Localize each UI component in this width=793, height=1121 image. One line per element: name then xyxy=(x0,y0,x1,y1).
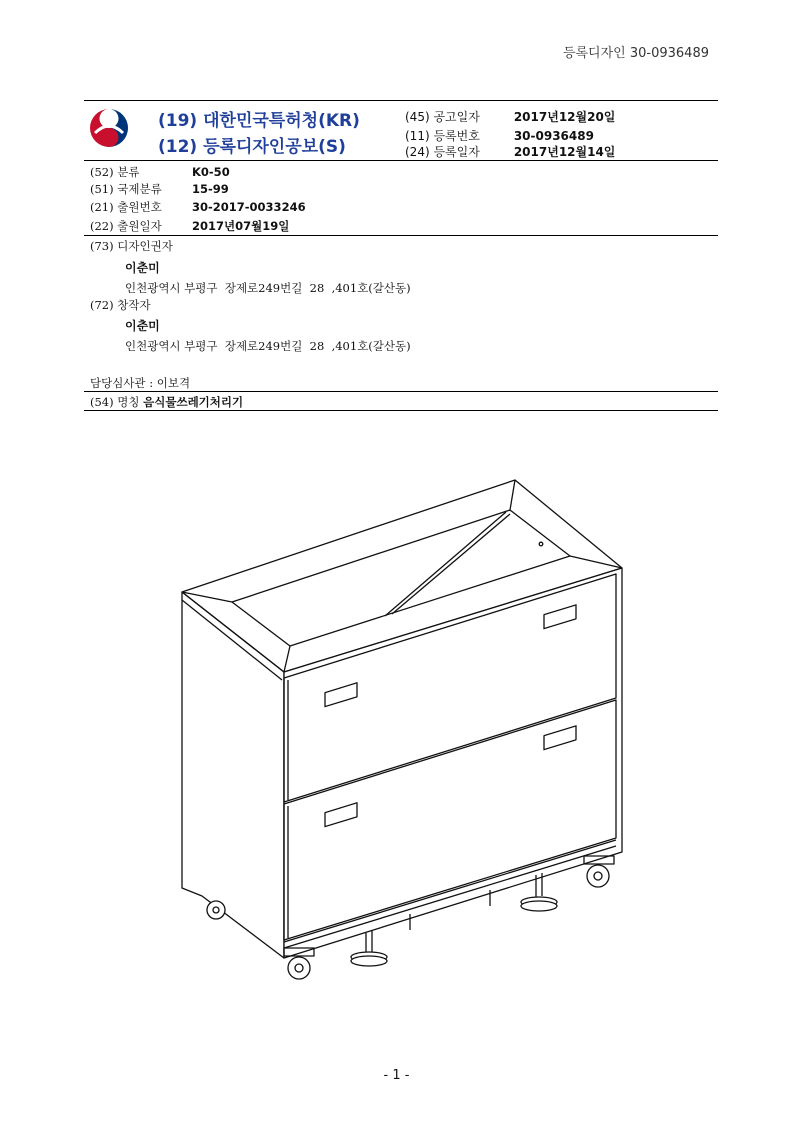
publication-type: (12) 등록디자인공보(S) xyxy=(158,137,346,157)
header-top-rule xyxy=(84,100,718,101)
design-title-value: 음식물쓰레기처리기 xyxy=(143,395,244,409)
publication-date-value: 2017년12월20일 xyxy=(513,110,616,124)
bibliographic-rule xyxy=(84,235,718,236)
registration-date-row xyxy=(405,143,615,160)
classification-row xyxy=(90,164,230,180)
registration-date-value: 2017년12월14일 xyxy=(513,145,616,159)
design-holder-name: 이춘미 xyxy=(125,261,160,275)
registration-number-row xyxy=(405,127,594,144)
classification-value: K0-50 xyxy=(192,165,230,179)
publication-date-label: (45) 공고일자 xyxy=(405,110,480,124)
design-drawing xyxy=(170,470,630,990)
kipo-logo-icon xyxy=(88,107,130,149)
page-number: - 1 - xyxy=(383,1068,410,1083)
application-date-label: (22) 출원일자 xyxy=(90,219,162,233)
application-number-value: 30-2017-0033246 xyxy=(192,200,306,214)
design-holder-address: 인천광역시 부평구 장제로249번길 28 ,401호(갈산동) xyxy=(125,281,411,295)
title-bottom-rule xyxy=(84,410,718,411)
design-title-label: (54) 명칭 xyxy=(90,395,144,409)
registration-number-value: 30-0936489 xyxy=(513,129,594,143)
office-title: (19) 대한민국특허청(KR) xyxy=(158,111,360,131)
classification-label: (52) 분류 xyxy=(90,165,140,179)
application-date-row xyxy=(90,218,289,234)
intl-classification-row xyxy=(90,181,229,197)
design-holder-label: (73) 디자인권자 xyxy=(90,239,173,253)
design-title-row xyxy=(90,394,243,410)
registration-reference: 등록디자인 30-0936489 xyxy=(562,46,709,61)
examiner: 담당심사관 : 이보격 xyxy=(90,376,191,390)
registration-date-label: (24) 등록일자 xyxy=(405,145,480,159)
creator-label: (72) 창작자 xyxy=(90,298,151,312)
creator-name: 이춘미 xyxy=(125,319,160,333)
application-date-value: 2017년07월19일 xyxy=(192,219,290,233)
application-number-row xyxy=(90,199,306,215)
title-top-rule xyxy=(84,391,718,392)
intl-classification-label: (51) 국제분류 xyxy=(90,182,162,196)
publication-date-row xyxy=(405,108,615,125)
intl-classification-value: 15-99 xyxy=(192,182,229,196)
creator-address: 인천광역시 부평구 장제로249번길 28 ,401호(갈산동) xyxy=(125,339,411,353)
header-bottom-rule xyxy=(84,160,718,161)
application-number-label: (21) 출원번호 xyxy=(90,200,162,214)
registration-number-label: (11) 등록번호 xyxy=(405,129,480,143)
